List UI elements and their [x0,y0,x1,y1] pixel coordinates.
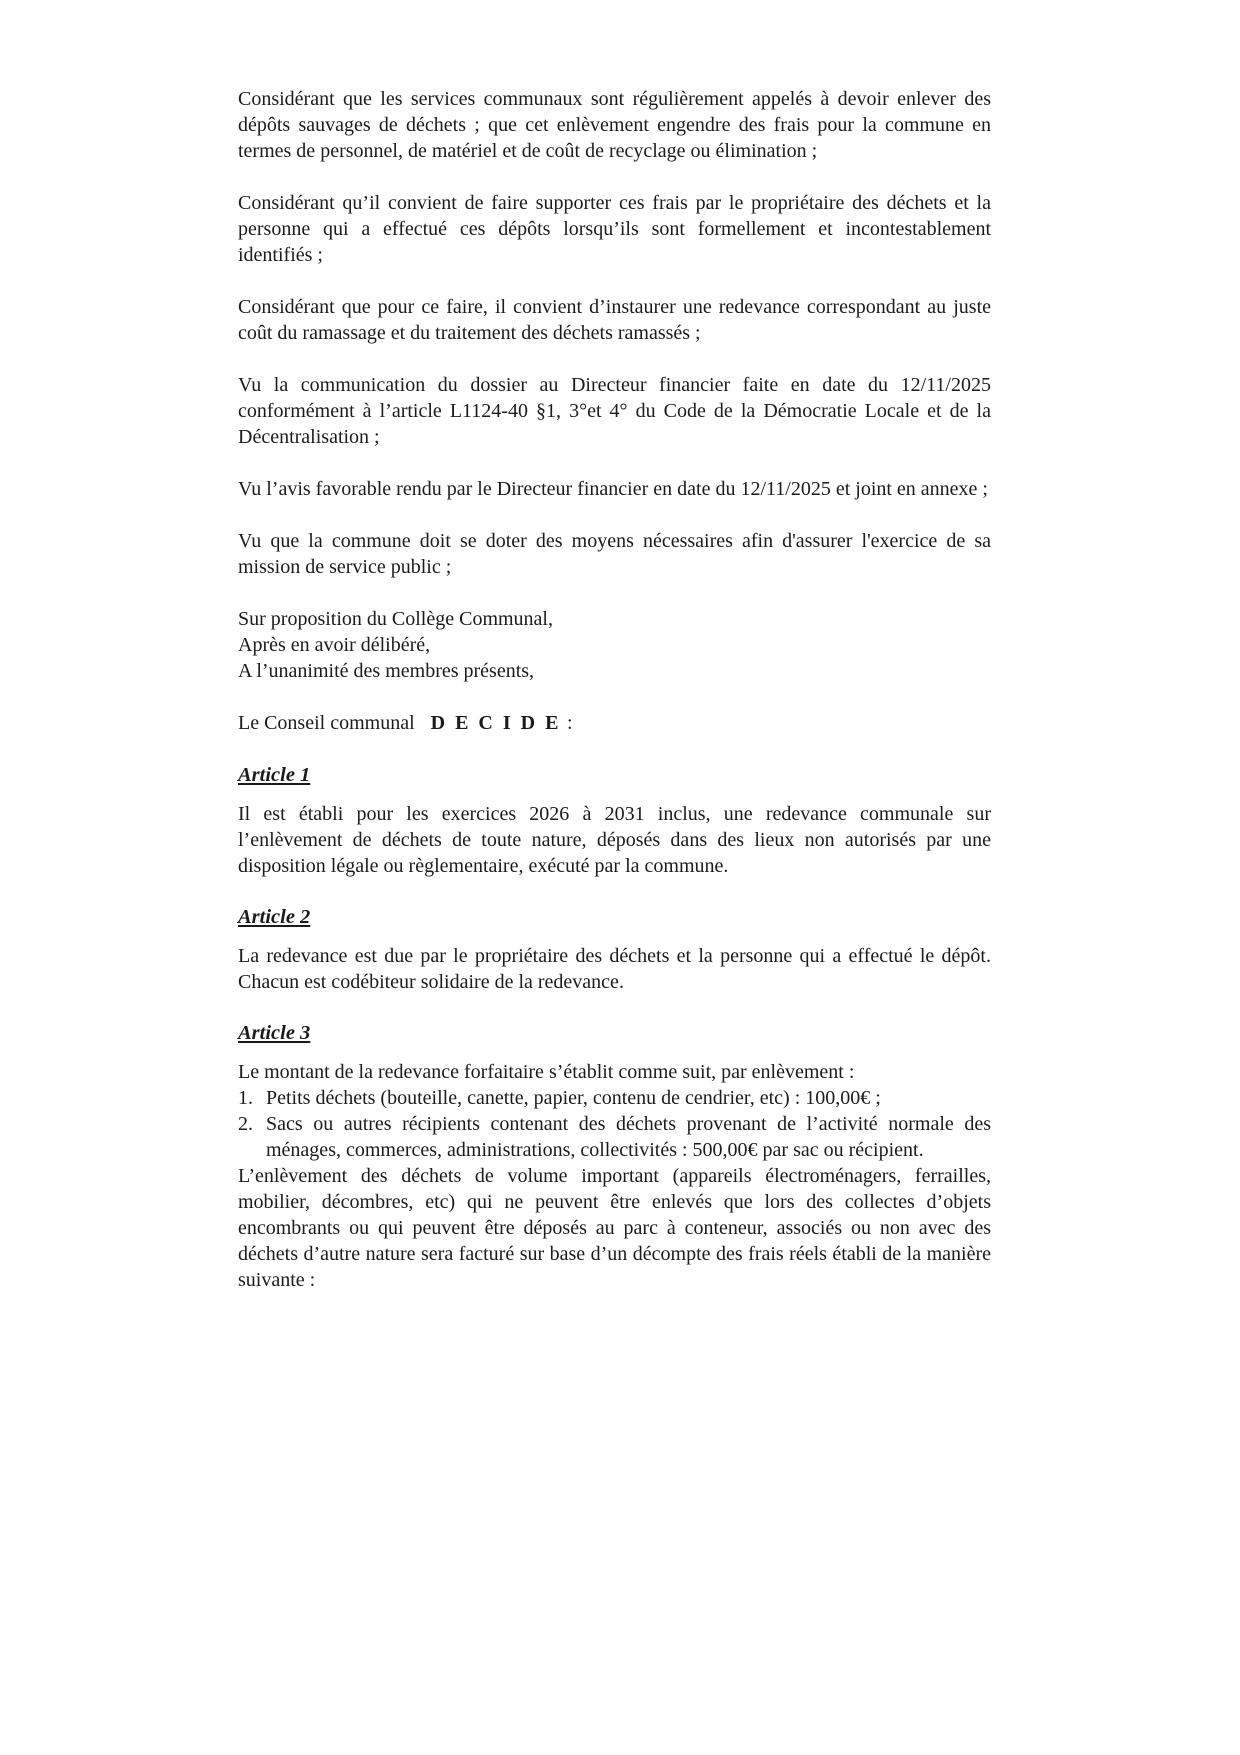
article-3-closing: L’enlèvement des déchets de volume important (appareils électroménagers, ferrailles, mobilier, décombres, etc) qui ne peuvent être enlevés que lors des collectes d’objets encombrants ou qui peuvent être déposés au parc à conteneur, associés ou non avec des déchets d’autre nature sera facturé sur base d’un décompte des frais réels établi de la manière suivante : [238,1165,991,1291]
proposition-block [238,606,991,684]
article-3-heading: Article 3 [238,1022,311,1044]
article-1-section [238,762,991,879]
recital-paragraph-4: Vu la communication du dossier au Directeur financier faite en date du 12/11/2025 conformément à l’article L1124-40 §1, 3°et 4° du Code de la Démocratie Locale et de la Décentralisation ; [238,374,991,448]
document-text-block [238,86,991,1293]
tariff-list-item-2 [238,1111,991,1163]
proposition-line-3: A l’unanimité des membres présents, [238,660,535,682]
decision-intro: Le Conseil communal [238,712,415,734]
decision-colon: : [566,712,573,734]
decision-verb: D E C I D E [430,712,561,734]
recital-paragraph-1: Considérant que les services communaux sont régulièrement appelés à devoir enlever des dépôts sauvages de déchets ; que cet enlèvement engendre des frais pour la commune en termes de personnel, de matériel et de coût de recyclage ou élimination ; [238,88,991,162]
recital-paragraph-6: Vu que la commune doit se doter des moyens nécessaires afin d'assurer l'exercice de sa mission de service public ; [238,530,991,578]
article-2-section [238,904,991,995]
recital-paragraph-2: Considérant qu’il convient de faire supporter ces frais par le propriétaire des déchets et la personne qui a effectué ces dépôts lorsqu’ils sont formellement et incontestablement identifiés ; [238,192,991,266]
decision-line [238,710,991,736]
tariff-item-2-number: 2. [238,1113,253,1135]
article-1-heading: Article 1 [238,764,311,786]
article-3-intro: Le montant de la redevance forfaitaire s’établit comme suit, par enlèvement : [238,1061,855,1083]
tariff-item-1-number: 1. [238,1087,253,1109]
article-1-body: Il est établi pour les exercices 2026 à 2031 inclus, une redevance communale sur l’enlèvement de déchets de toute nature, déposés dans des lieux non autorisés par une disposition légale ou règlementaire, exécuté par la commune. [238,803,991,877]
article-3-section [238,1020,991,1293]
tariff-list-item-1 [238,1085,991,1111]
tariff-item-2-text: Sacs ou autres récipients contenant des déchets provenant de l’activité normale des ménages, commerces, administrations, collectivités : 500,00€ par sac ou récipient. [266,1113,991,1161]
proposition-line-1: Sur proposition du Collège Communal, [238,608,553,630]
article-2-body: La redevance est due par le propriétaire des déchets et la personne qui a effectué le dépôt. Chacun est codébiteur solidaire de la redevance. [238,945,991,993]
tariff-item-1-text: Petits déchets (bouteille, canette, papier, contenu de cendrier, etc) : 100,00€ ; [266,1087,881,1109]
article-2-heading: Article 2 [238,906,311,928]
recital-paragraph-5: Vu l’avis favorable rendu par le Directeur financier en date du 12/11/2025 et joint en annexe ; [238,478,988,500]
proposition-line-2: Après en avoir délibéré, [238,634,431,656]
recital-paragraph-3: Considérant que pour ce faire, il convient d’instaurer une redevance correspondant au juste coût du ramassage et du traitement des déchets ramassés ; [238,296,991,344]
tariff-list [238,1085,991,1163]
